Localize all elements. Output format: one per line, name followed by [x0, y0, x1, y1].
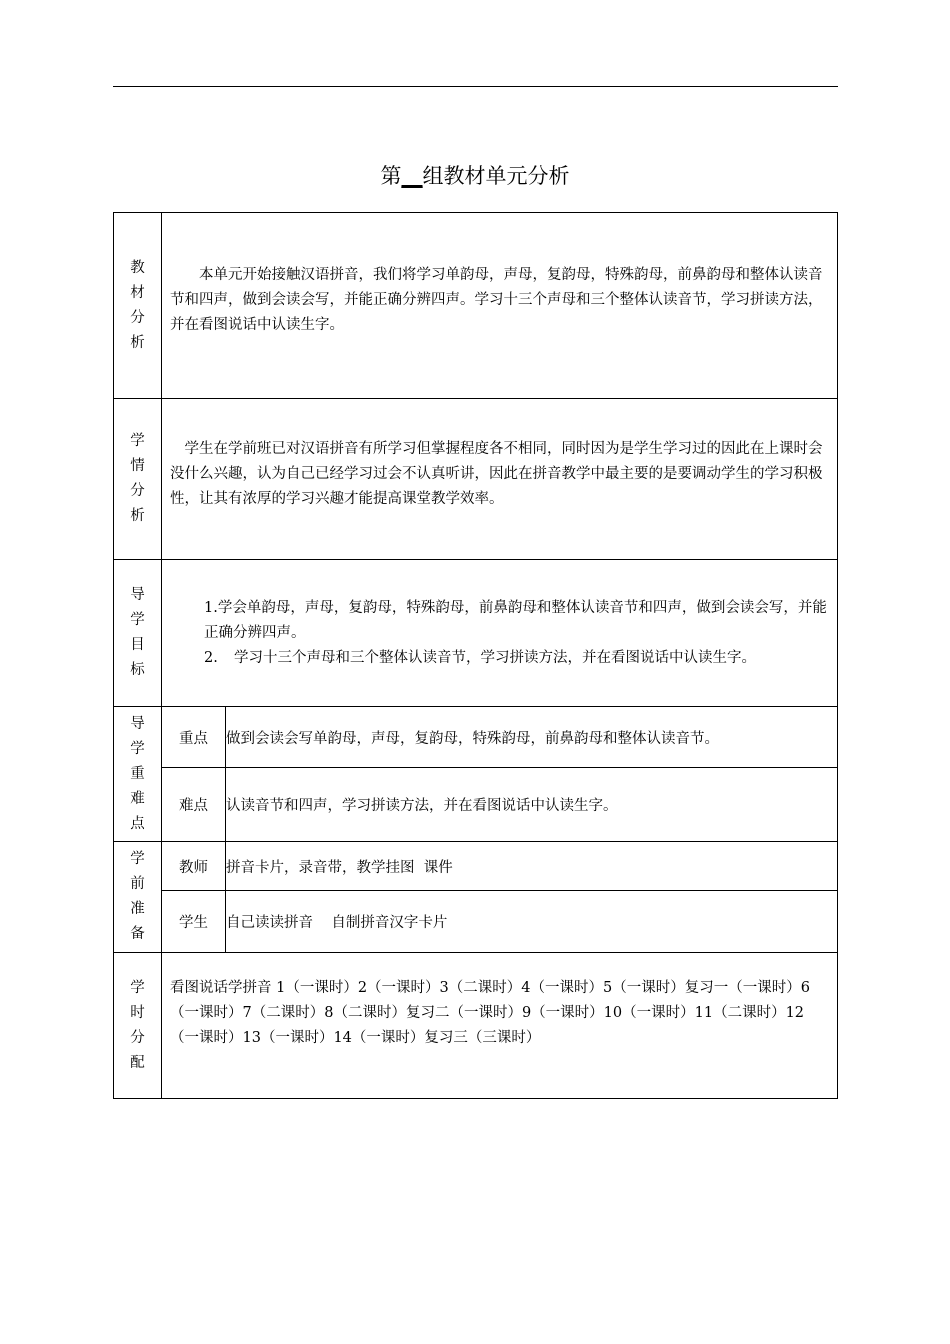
goal-item: [162, 646, 829, 671]
goal-item: [162, 596, 829, 646]
page-title: [0, 160, 950, 190]
goals-list: [162, 596, 837, 671]
teacher-label: 教师: [162, 842, 226, 891]
label-material-analysis: 教 材 分 析: [114, 213, 162, 399]
student-prep-text: 自己读读拼音 自制拼音汉字卡片: [226, 891, 838, 953]
title-prefix: 第: [380, 164, 402, 188]
key-point-text: 做到会读会写单韵母，声母，复韵母，特殊韵母，前鼻韵母和整体认读音节。: [226, 707, 838, 768]
label-learning-goals: 导 学 目 标: [114, 560, 162, 707]
goal-text: 学会单韵母，声母，复韵母，特殊韵母，前鼻韵母和整体认读音节和四声，做到会读会写，并能正确分辨四声。: [204, 599, 827, 641]
goal-number: 2.: [204, 649, 218, 666]
goal-number: 1.: [204, 599, 218, 616]
schedule-text: 看图说话学拼音 1（一课时）2（一课时）3（二课时）4（一课时）5（一课时）复习一（一课时）6（一课时）7（二课时）8（二课时）复习二（一课时）9（一课时）10（一课时）11（二课时）12（一课时）13（一课时）14（一课时）复习三（三课时）: [170, 980, 810, 1046]
student-label: 学生: [162, 891, 226, 953]
difficult-point-text: 认读音节和四声，学习拼读方法，并在看图说话中认读生字。: [226, 768, 838, 842]
title-suffix: 组教材单元分析: [422, 164, 570, 188]
key-point-label: 重点: [162, 707, 226, 768]
student-analysis-text: 学生在学前班已对汉语拼音有所学习但掌握程度各不相同，同时因为是学生学习过的因此在上课时会没什么兴趣，认为自己已经学习过会不认真听讲，因此在拼音教学中最主要的是要调动学生的学习积极性，让其有浓厚的学习兴趣才能提高课堂教学效率。: [170, 440, 823, 507]
label-student-analysis: 学 情 分 析: [114, 399, 162, 560]
header-rule: [113, 86, 838, 87]
difficult-point-label: 难点: [162, 768, 226, 842]
row-difficult-point: [114, 768, 838, 842]
goal-text: 学习十三个声母和三个整体认读音节，学习拼读方法，并在看图说话中认读生字。: [234, 649, 756, 666]
cell-material-analysis: [162, 213, 838, 399]
material-analysis-text: 本单元开始接触汉语拼音，我们将学习单韵母，声母，复韵母，特殊韵母，前鼻韵母和整体认读音节和四声，做到会读会写，并能正确分辨四声。学习十三个声母和三个整体认读音节，学习拼读方法，并在看图说话中认读生字。: [170, 267, 823, 333]
title-blank: __: [401, 164, 423, 188]
label-key-difficult: 导 学 重 难 点: [114, 707, 162, 842]
unit-analysis-table: [113, 212, 838, 1099]
row-student-prep: [114, 891, 838, 953]
cell-learning-goals: [162, 560, 838, 707]
row-key-point: [114, 707, 838, 768]
label-preparation: 学 前 准 备: [114, 842, 162, 953]
row-student-analysis: [114, 399, 838, 560]
teacher-prep-text: 拼音卡片，录音带，教学挂图 课件: [226, 842, 838, 891]
cell-student-analysis: [162, 399, 838, 560]
label-schedule: 学 时 分 配: [114, 953, 162, 1099]
row-teacher-prep: [114, 842, 838, 891]
row-schedule: [114, 953, 838, 1099]
cell-schedule: [162, 953, 838, 1099]
row-learning-goals: [114, 560, 838, 707]
row-material-analysis: [114, 213, 838, 399]
